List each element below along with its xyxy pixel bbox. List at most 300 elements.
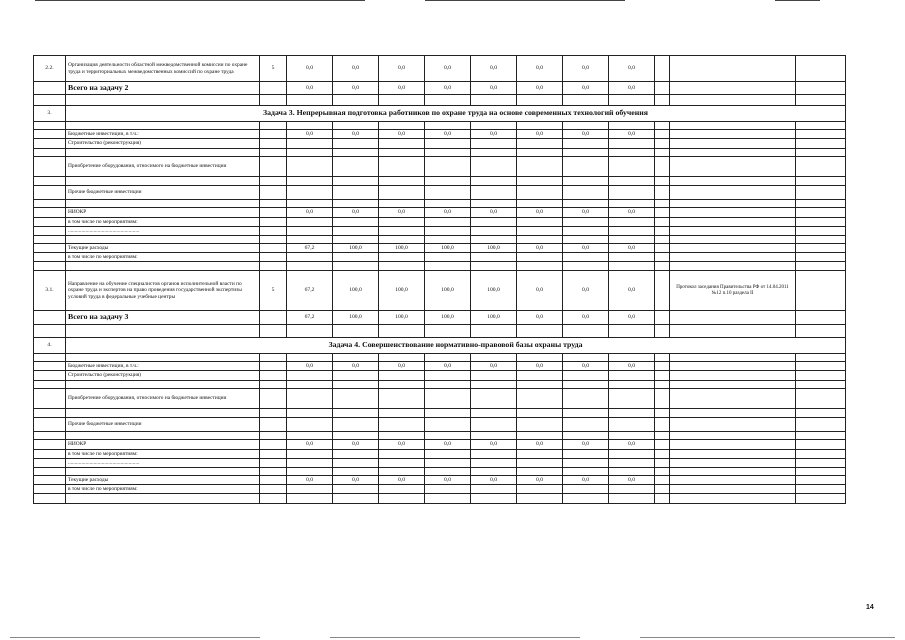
funding-source (260, 82, 287, 95)
empty-cell (333, 494, 379, 504)
row-index (34, 227, 66, 236)
value-cell: 100,0 (425, 271, 471, 311)
value-cell (425, 157, 471, 177)
table-row (34, 459, 846, 468)
table-row (34, 218, 846, 227)
value-cell: 0,0 (609, 208, 655, 218)
value-cell (517, 371, 563, 381)
value-cell: 0,0 (609, 476, 655, 485)
funding-source (260, 485, 287, 494)
value-cell: 0,0 (379, 56, 425, 82)
value-cell (333, 450, 379, 459)
total-row (34, 311, 846, 325)
row-name: Прочие бюджетные инвестиции (66, 186, 260, 200)
table-row (34, 208, 846, 218)
empty-cell (670, 236, 796, 244)
funding-source (260, 362, 287, 371)
funding-source (260, 218, 287, 227)
empty-cell (379, 409, 425, 418)
value-cell: 0,0 (563, 82, 609, 95)
value-cell (425, 218, 471, 227)
value-cell (563, 218, 609, 227)
row-name: в том числе по мероприятиям: (66, 485, 260, 494)
value-cell: 0,0 (517, 208, 563, 218)
empty-cell (655, 432, 670, 440)
value-cell: 0,0 (333, 476, 379, 485)
row-name: Строительство (реконструкция) (66, 371, 260, 381)
table-row (34, 149, 846, 157)
value-cell (379, 485, 425, 494)
empty-cell (379, 200, 425, 208)
row-name: Бюджетные инвестиции, в т.ч.: (66, 362, 260, 371)
funding-source (260, 186, 287, 200)
empty-cell (379, 381, 425, 389)
empty-cell (609, 494, 655, 504)
value-cell (287, 418, 333, 432)
empty-cell (517, 177, 563, 186)
empty-cell (287, 262, 333, 271)
empty-cell (655, 389, 670, 409)
value-cell (333, 253, 379, 262)
value-cell (563, 371, 609, 381)
value-cell: 0,0 (333, 130, 379, 139)
value-cell (333, 418, 379, 432)
empty-cell (333, 236, 379, 244)
value-cell: 0,0 (517, 440, 563, 450)
empty-cell (517, 468, 563, 476)
empty-cell (796, 271, 846, 311)
value-cell: 0,0 (563, 208, 609, 218)
funding-source (260, 418, 287, 432)
value-cell: 0,0 (287, 362, 333, 371)
empty-cell (287, 122, 333, 130)
value-cell (517, 450, 563, 459)
value-cell: 0,0 (379, 208, 425, 218)
empty-cell (34, 381, 66, 389)
empty-cell (670, 409, 796, 418)
empty-cell (34, 236, 66, 244)
value-cell (333, 389, 379, 409)
empty-cell (655, 82, 670, 95)
scan-top-line (425, 0, 625, 1)
table-row (34, 362, 846, 371)
value-cell: 0,0 (333, 208, 379, 218)
empty-cell (670, 432, 796, 440)
empty-cell (796, 468, 846, 476)
empty-cell (655, 459, 670, 468)
value-cell: 0,0 (379, 440, 425, 450)
row-name: НИОКР (66, 208, 260, 218)
empty-cell (517, 122, 563, 130)
value-cell: 0,0 (517, 244, 563, 253)
table-row (34, 468, 846, 476)
empty-cell (655, 177, 670, 186)
row-note (670, 253, 796, 262)
value-cell (517, 139, 563, 149)
empty-cell (796, 149, 846, 157)
value-cell: 0,0 (517, 311, 563, 325)
row-note (670, 440, 796, 450)
empty-cell (655, 450, 670, 459)
value-cell (379, 418, 425, 432)
empty-cell (670, 95, 796, 106)
row-name: ..................................................... (66, 459, 260, 468)
empty-cell (563, 432, 609, 440)
row-note (670, 208, 796, 218)
table-row (34, 325, 846, 338)
empty-cell (609, 409, 655, 418)
empty-cell (379, 354, 425, 362)
value-cell: 0,0 (609, 244, 655, 253)
value-cell (333, 227, 379, 236)
funding-source (260, 476, 287, 485)
funding-source: 5 (260, 56, 287, 82)
value-cell: 100,0 (471, 244, 517, 253)
value-cell: 100,0 (379, 244, 425, 253)
empty-cell (796, 450, 846, 459)
empty-cell (287, 381, 333, 389)
value-cell (287, 389, 333, 409)
empty-cell (425, 177, 471, 186)
empty-cell (655, 354, 670, 362)
row-note (670, 130, 796, 139)
empty-cell (66, 149, 260, 157)
empty-cell (260, 95, 287, 106)
empty-cell (796, 157, 846, 177)
value-cell (609, 218, 655, 227)
empty-cell (609, 95, 655, 106)
empty-cell (425, 236, 471, 244)
row-index (34, 440, 66, 450)
scan-top-line (35, 0, 365, 1)
value-cell (425, 253, 471, 262)
empty-cell (796, 476, 846, 485)
row-index (34, 82, 66, 95)
value-cell: 0,0 (287, 130, 333, 139)
empty-cell (655, 311, 670, 325)
empty-cell (796, 325, 846, 338)
value-cell: 0,0 (287, 56, 333, 82)
value-cell (517, 485, 563, 494)
empty-cell (471, 432, 517, 440)
row-name: в том числе по мероприятиям: (66, 450, 260, 459)
value-cell (471, 371, 517, 381)
value-cell: 0,0 (609, 271, 655, 311)
value-cell (609, 139, 655, 149)
row-index (34, 157, 66, 177)
empty-cell (425, 200, 471, 208)
value-cell (287, 253, 333, 262)
task-title: Задача 4. Совершенствование нормативно-правовой базы охраны труда (66, 338, 846, 354)
value-cell (563, 418, 609, 432)
empty-cell (66, 325, 260, 338)
value-cell (471, 459, 517, 468)
value-cell: 0,0 (517, 82, 563, 95)
empty-cell (471, 200, 517, 208)
row-index (34, 362, 66, 371)
funding-source (260, 371, 287, 381)
value-cell (425, 485, 471, 494)
empty-cell (379, 325, 425, 338)
value-cell (287, 157, 333, 177)
value-cell (379, 139, 425, 149)
row-index (34, 244, 66, 253)
empty-cell (563, 236, 609, 244)
empty-cell (425, 149, 471, 157)
value-cell: 0,0 (563, 362, 609, 371)
table-row (34, 95, 846, 106)
empty-cell (379, 494, 425, 504)
empty-cell (655, 56, 670, 82)
row-note (670, 476, 796, 485)
value-cell: 0,0 (563, 476, 609, 485)
empty-cell (609, 200, 655, 208)
empty-cell (287, 432, 333, 440)
row-index (34, 389, 66, 409)
value-cell (563, 139, 609, 149)
row-note (670, 485, 796, 494)
value-cell (425, 227, 471, 236)
row-index (34, 485, 66, 494)
empty-cell (471, 325, 517, 338)
empty-cell (517, 236, 563, 244)
empty-cell (796, 186, 846, 200)
empty-cell (609, 262, 655, 271)
value-cell: 0,0 (287, 440, 333, 450)
value-cell: 0,0 (609, 56, 655, 82)
empty-cell (34, 468, 66, 476)
value-cell (471, 157, 517, 177)
value-cell: 0,0 (425, 208, 471, 218)
empty-cell (379, 149, 425, 157)
value-cell (517, 389, 563, 409)
empty-cell (333, 432, 379, 440)
value-cell (609, 450, 655, 459)
empty-cell (655, 371, 670, 381)
table-row (34, 200, 846, 208)
empty-cell (425, 432, 471, 440)
row-index: 3. (34, 106, 66, 122)
row-index (34, 311, 66, 325)
empty-cell (563, 262, 609, 271)
empty-cell (655, 262, 670, 271)
table-row (34, 157, 846, 177)
empty-cell (471, 122, 517, 130)
table-row (34, 450, 846, 459)
row-name: Прочие бюджетные инвестиции (66, 418, 260, 432)
empty-cell (796, 371, 846, 381)
table-row (34, 432, 846, 440)
row-index (34, 371, 66, 381)
value-cell: 0,0 (609, 362, 655, 371)
empty-cell (796, 459, 846, 468)
value-cell: 0,0 (287, 208, 333, 218)
empty-cell (670, 262, 796, 271)
table-row (34, 177, 846, 186)
value-cell: 0,0 (471, 130, 517, 139)
value-cell: 0,0 (471, 476, 517, 485)
empty-cell (670, 354, 796, 362)
empty-cell (260, 325, 287, 338)
row-note (670, 139, 796, 149)
row-index (34, 139, 66, 149)
empty-cell (517, 200, 563, 208)
value-cell (333, 371, 379, 381)
empty-cell (287, 149, 333, 157)
value-cell: 0,0 (517, 130, 563, 139)
value-cell: 0,0 (517, 271, 563, 311)
empty-cell (796, 130, 846, 139)
empty-cell (333, 354, 379, 362)
empty-cell (670, 381, 796, 389)
empty-cell (425, 409, 471, 418)
empty-cell (670, 200, 796, 208)
value-cell (287, 139, 333, 149)
empty-cell (517, 325, 563, 338)
table-row (34, 130, 846, 139)
table-row (34, 440, 846, 450)
empty-cell (471, 354, 517, 362)
value-cell: 67,2 (287, 244, 333, 253)
row-index (34, 476, 66, 485)
value-cell: 67,2 (287, 271, 333, 311)
empty-cell (34, 262, 66, 271)
funding-source (260, 450, 287, 459)
funding-source (260, 157, 287, 177)
value-cell: 100,0 (379, 271, 425, 311)
value-cell: 0,0 (425, 56, 471, 82)
empty-cell (796, 56, 846, 82)
value-cell (609, 389, 655, 409)
row-name: ..................................................... (66, 227, 260, 236)
value-cell (517, 186, 563, 200)
value-cell (609, 371, 655, 381)
empty-cell (563, 409, 609, 418)
row-index (34, 208, 66, 218)
funding-source (260, 244, 287, 253)
empty-cell (34, 432, 66, 440)
empty-cell (563, 494, 609, 504)
value-cell (471, 218, 517, 227)
empty-cell (66, 122, 260, 130)
empty-cell (333, 200, 379, 208)
row-note (670, 82, 796, 95)
empty-cell (34, 177, 66, 186)
empty-cell (34, 325, 66, 338)
value-cell (563, 253, 609, 262)
empty-cell (796, 200, 846, 208)
value-cell (425, 139, 471, 149)
value-cell (609, 227, 655, 236)
empty-cell (796, 409, 846, 418)
value-cell (425, 459, 471, 468)
value-cell: 0,0 (563, 130, 609, 139)
empty-cell (609, 381, 655, 389)
empty-cell (796, 440, 846, 450)
value-cell: 0,0 (333, 56, 379, 82)
scan-bottom-line (10, 637, 260, 638)
empty-cell (471, 409, 517, 418)
total-row (34, 82, 846, 95)
value-cell (563, 186, 609, 200)
empty-cell (796, 208, 846, 218)
empty-cell (655, 208, 670, 218)
value-cell: 100,0 (333, 271, 379, 311)
value-cell (379, 389, 425, 409)
row-name: Направление на обучение специалистов органов исполнительной власти по охране труда и экспертов на право проведения государственной экспертизы условий труда в федеральные учебные центры (66, 271, 260, 311)
value-cell: 0,0 (471, 56, 517, 82)
empty-cell (563, 122, 609, 130)
value-cell: 0,0 (517, 56, 563, 82)
value-cell (287, 485, 333, 494)
row-name: Приобретение оборудования, относимого на бюджетные инвестиции (66, 157, 260, 177)
empty-cell (425, 468, 471, 476)
value-cell: 0,0 (425, 82, 471, 95)
row-index (34, 450, 66, 459)
value-cell (425, 186, 471, 200)
empty-cell (260, 200, 287, 208)
value-cell (287, 371, 333, 381)
empty-cell (655, 409, 670, 418)
empty-cell (655, 149, 670, 157)
funding-source (260, 139, 287, 149)
empty-cell (796, 244, 846, 253)
empty-cell (333, 149, 379, 157)
empty-cell (517, 95, 563, 106)
empty-cell (796, 311, 846, 325)
task-header-row (34, 338, 846, 354)
scan-bottom-line (330, 637, 580, 638)
value-cell (609, 485, 655, 494)
empty-cell (333, 381, 379, 389)
row-name: в том числе по мероприятиям: (66, 253, 260, 262)
empty-cell (471, 95, 517, 106)
empty-cell (517, 262, 563, 271)
value-cell: 0,0 (425, 440, 471, 450)
row-note (670, 56, 796, 82)
empty-cell (287, 468, 333, 476)
row-name: Организация деятельности областной межведомственной комиссии по охране труда и территориальных межведомственных комиссий по охране труда (66, 56, 260, 82)
row-note (670, 418, 796, 432)
empty-cell (609, 177, 655, 186)
empty-cell (563, 200, 609, 208)
empty-cell (425, 354, 471, 362)
value-cell: 0,0 (287, 476, 333, 485)
row-note (670, 450, 796, 459)
empty-cell (796, 381, 846, 389)
empty-cell (655, 253, 670, 262)
row-index (34, 218, 66, 227)
empty-cell (517, 354, 563, 362)
value-cell: 0,0 (563, 271, 609, 311)
empty-cell (670, 149, 796, 157)
funding-source (260, 227, 287, 236)
empty-cell (655, 227, 670, 236)
empty-cell (66, 432, 260, 440)
row-note (670, 459, 796, 468)
empty-cell (609, 122, 655, 130)
value-cell (333, 139, 379, 149)
value-cell (287, 459, 333, 468)
value-cell (333, 186, 379, 200)
empty-cell (655, 244, 670, 253)
empty-cell (287, 200, 333, 208)
value-cell: 0,0 (517, 362, 563, 371)
value-cell: 0,0 (425, 476, 471, 485)
empty-cell (655, 494, 670, 504)
empty-cell (796, 139, 846, 149)
empty-cell (66, 95, 260, 106)
